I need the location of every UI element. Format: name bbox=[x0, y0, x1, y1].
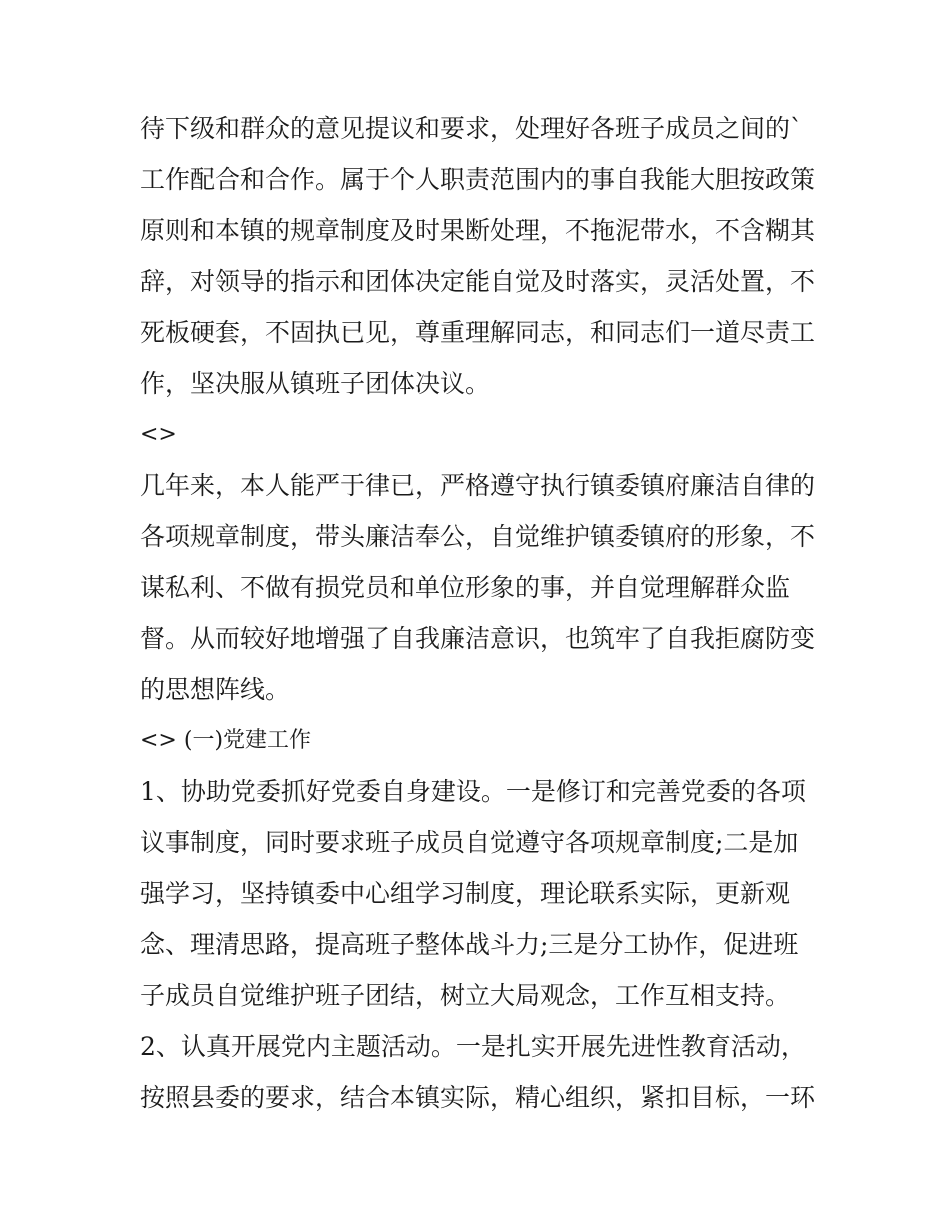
text-line: 督。从而较好地增强了自我廉洁意识，也筑牢了自我拒腐防变 bbox=[140, 624, 816, 653]
text-line: 待下级和群众的意见提议和要求，处理好各班子成员之间的` bbox=[140, 114, 803, 143]
section-marker: <> bbox=[140, 422, 177, 447]
text-line: 死板硬套，不固执已见，尊重理解同志，和同志们一道尽责工 bbox=[140, 318, 816, 347]
text-line: 几年来，本人能严于律已，严格遵守执行镇委镇府廉洁自律的 bbox=[140, 471, 816, 500]
text-line: 1、协助党委抓好党委自身建设。一是修订和完善党委的各项 bbox=[140, 777, 806, 806]
text-line: 强学习，坚持镇委中心组学习制度，理论联系实际，更新观 bbox=[140, 879, 791, 908]
text-line: 按照县委的要求，结合本镇实际，精心组织，紧扣目标，一环 bbox=[140, 1083, 816, 1112]
section-heading: <> (一)党建工作 bbox=[140, 728, 312, 753]
text-line: 子成员自觉维护班子团结，树立大局观念，工作互相支持。 bbox=[140, 981, 791, 1010]
text-line: 原则和本镇的规章制度及时果断处理，不拖泥带水，不含糊其 bbox=[140, 216, 816, 245]
text-line: 议事制度，同时要求班子成员自觉遵守各项规章制度;二是加 bbox=[140, 828, 799, 857]
document-body bbox=[140, 103, 820, 1123]
text-line: 谋私利、不做有损党员和单位形象的事，并自觉理解群众监 bbox=[140, 573, 791, 602]
text-line: 工作配合和合作。属于个人职责范围内的事自我能大胆按政策 bbox=[140, 165, 816, 194]
text-line: 辞，对领导的指示和团体决定能自觉及时落实，灵活处置，不 bbox=[140, 267, 816, 296]
text-line: 的思想阵线。 bbox=[140, 675, 291, 704]
text-line: 2、认真开展党内主题活动。一是扎实开展先进性教育活动， bbox=[140, 1032, 806, 1061]
text-line: 各项规章制度，带头廉洁奉公，自觉维护镇委镇府的形象，不 bbox=[140, 522, 816, 551]
text-line: 作，坚决服从镇班子团体决议。 bbox=[140, 369, 491, 398]
text-line: 念、理清思路，提高班子整体战斗力;三是分工协作，促进班 bbox=[140, 930, 799, 959]
